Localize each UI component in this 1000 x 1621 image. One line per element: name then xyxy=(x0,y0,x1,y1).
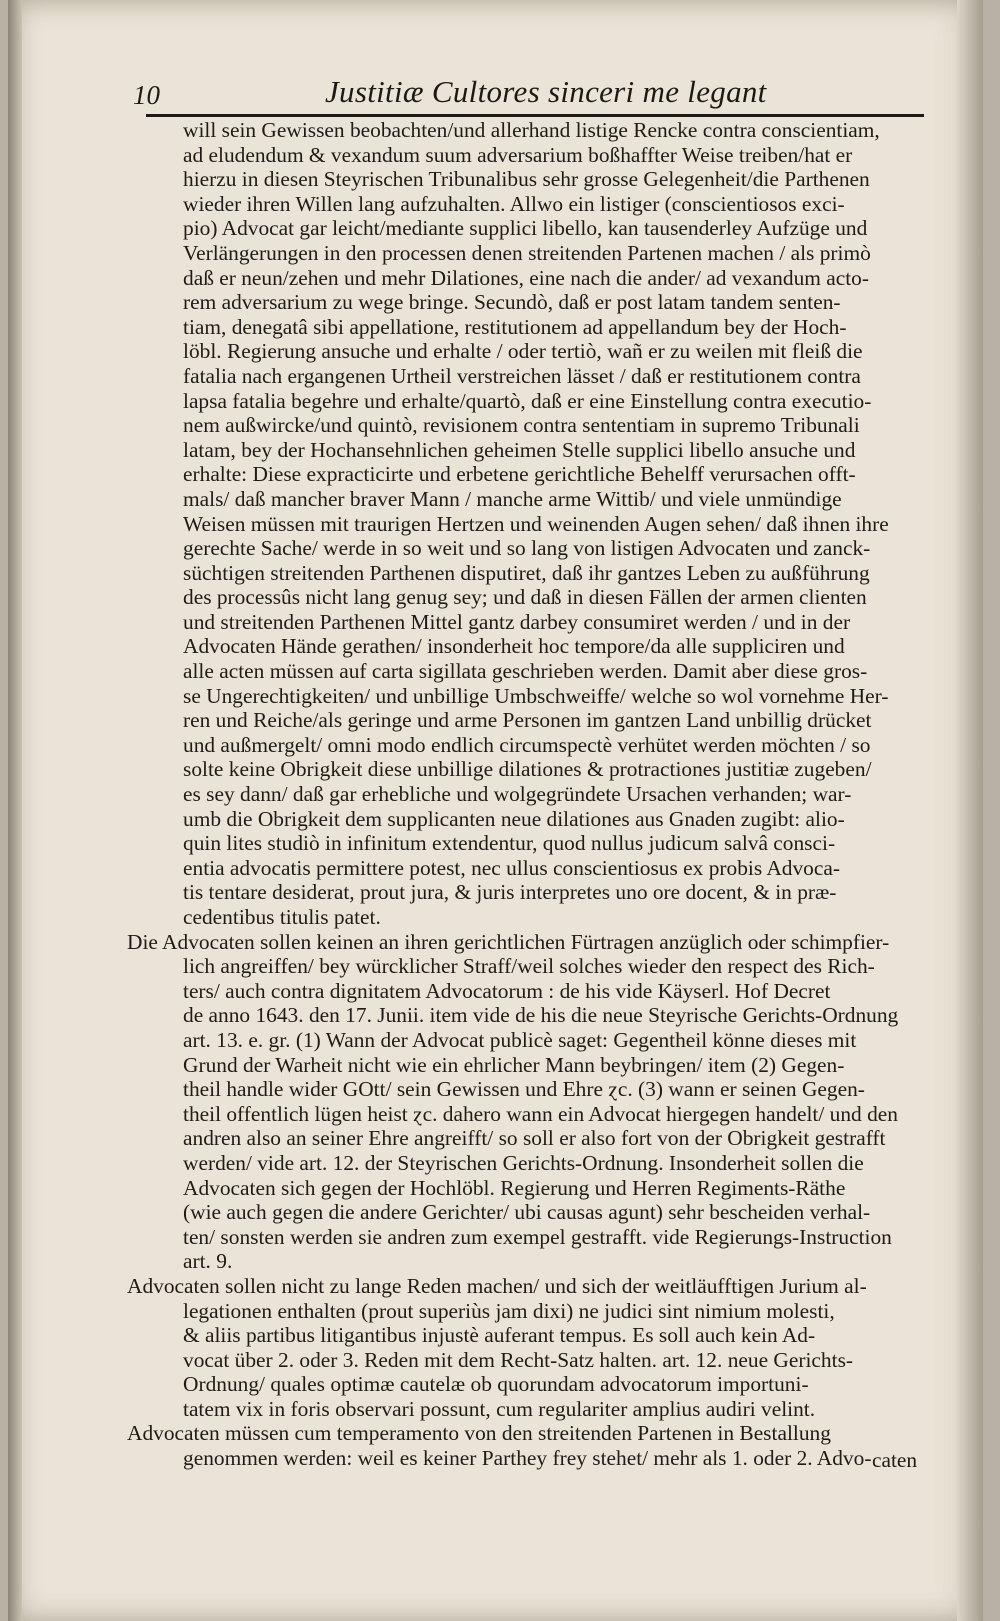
page-edge xyxy=(957,0,983,1621)
text-line: genommen werden: weil es keiner Parthey frey stehet/ mehr als 1. oder 2. Advo- xyxy=(183,1446,872,1471)
text-line: quin lites studiò in infinitum extendentur, quod nullus judicum salvâ consci- xyxy=(183,831,836,856)
header-rule xyxy=(146,114,924,117)
text-line: Die Advocaten sollen keinen an ihren gerichtlichen Fürtragen anzüglich oder schimpfier- xyxy=(127,929,890,954)
text-line: Advocaten müssen cum temperamento von den streitenden Partenen in Bestallung xyxy=(127,1421,831,1446)
text-line: rem adversarium zu wege bringe. Secundò, daß er post latam tandem senten- xyxy=(183,290,841,315)
text-line: werden/ vide art. 12. der Steyrischen Gerichts-Ordnung. Insonderheit sollen die xyxy=(183,1150,864,1175)
text-line: löbl. Regierung ansuche und erhalte / oder tertiò, wañ er zu weilen mit fleiß die xyxy=(183,339,863,364)
text-line: entia advocatis permittere potest, nec ullus conscientiosus ex probis Advoca- xyxy=(183,855,840,880)
text-line: gerechte Sache/ werde in so weit und so lang von listigen Advocaten und zanck- xyxy=(183,536,871,561)
text-line: Weisen müssen mit traurigen Hertzen und weinenden Augen sehen/ daß ihnen ihre xyxy=(183,511,889,536)
text-line: se Ungerechtigkeiten/ und unbillige Umbschweiffe/ welche so wol vornehme Her- xyxy=(183,683,889,708)
text-line: pio) Advocat gar leicht/mediante supplici libello, kan tausenderley Aufzüge und xyxy=(183,216,868,241)
paragraph-engagement xyxy=(127,1421,927,1470)
text-line: des processûs nicht lang genug sey; und daß in diesen Fällen der armen clienten xyxy=(183,585,867,610)
paragraph-short-speeches xyxy=(127,1274,927,1422)
text-line: ters/ auch contra dignitatem Advocatorum : de his vide Käyserl. Hof Decret xyxy=(183,978,831,1003)
text-line: andren also an seiner Ehre angreifft/ so soll er also fort von der Obrigkeit gestrafft xyxy=(183,1126,886,1151)
text-line: will sein Gewissen beobachten/und allerhand listige Rencke contra conscientiam, xyxy=(183,118,880,142)
text-line: und streitenden Parthenen Mittel gantz darbey consumiret werden / und in der xyxy=(183,609,851,634)
text-line: art. 13. e. gr. (1) Wann der Advocat publicè saget: Gegentheil könne dieses mit xyxy=(183,1027,857,1052)
page-number: 10 xyxy=(133,80,160,110)
text-line: Advocaten Hände gerathen/ insonderheit hoc tempore/da alle suppliciren und xyxy=(183,634,845,659)
text-line: tiam, denegatâ sibi appellatione, restitutionem ad appellandum bey der Hoch- xyxy=(183,314,847,339)
text-line: erhalte: Diese expracticirte und erbetene gerichtliche Behelff verursachen offt- xyxy=(183,462,856,487)
text-line: art. 9. xyxy=(183,1249,233,1274)
text-line: Verlängerungen in den processen denen streitenden Partenen machen / als primò xyxy=(183,240,871,265)
text-line: es sey dann/ daß gar erhebliche und wolgegründete Ursachen verhanden; war- xyxy=(183,782,852,807)
text-line: de anno 1643. den 17. Junii. item vide de his die neue Steyrische Gerichts-Ordnung xyxy=(183,1003,899,1028)
text-line: daß er neun/zehen und mehr Dilationes, eine nach die ander/ ad vexandum acto- xyxy=(183,265,870,290)
text-line: theil handle wider GOtt/ sein Gewissen und Ehre ɀc. (3) wann er seinen Gegen- xyxy=(183,1077,865,1102)
binding-shadow xyxy=(8,0,22,1621)
text-line: mals/ daß mancher braver Mann / manche arme Wittib/ und viele unmündige xyxy=(183,486,842,511)
paragraph-no-insults xyxy=(127,930,927,1274)
text-line: fatalia nach ergangenen Urtheil verstreichen lässet / daß er restitutionem contra xyxy=(183,363,861,388)
text-line: Ordnung/ quales optimæ cautelæ ob quorundam advocatorum importuni- xyxy=(183,1372,809,1397)
text-line: lapsa fatalia begehre und erhalte/quartò, daß er eine Einstellung contra executio- xyxy=(183,388,872,413)
paragraph-dilationes xyxy=(127,118,927,930)
text-line: umb die Obrigkeit dem supplicanten neue dilationes aus Gnaden zugibt: alio- xyxy=(183,806,845,831)
text-line: und außmergelt/ omni modo endlich circumspectè verhütet werden möchten / so xyxy=(183,732,871,757)
text-line: ten/ sonsten werden sie andren zum exempel gestrafft. vide Regierungs-Instruction xyxy=(183,1224,892,1249)
text-line: alle acten müssen auf carta sigillata geschrieben werden. Damit aber diese gros- xyxy=(183,659,868,684)
text-line: Advocaten sich gegen der Hochlöbl. Regierung und Herren Regiments-Räthe xyxy=(183,1175,846,1200)
text-line: hierzu in diesen Steyrischen Tribunalibus sehr grosse Gelegenheit/die Parthenen xyxy=(183,167,870,192)
text-line: theil offentlich lügen heist ɀc. dahero wann ein Advocat hiergegen handelt/ und den xyxy=(183,1101,898,1126)
text-line: süchtigen streitenden Parthenen disputiret, daß ihr gantzes Leben zu außführung xyxy=(183,560,870,585)
text-line: nem außwircke/und quintò, revisionem contra sententiam in supremo Tribunali xyxy=(183,413,860,438)
running-title: Justitiæ Cultores sinceri me legant xyxy=(325,74,767,109)
text-line: cedentibus titulis patet. xyxy=(183,905,381,929)
body-text xyxy=(127,118,927,1471)
text-line: Advocaten sollen nicht zu lange Reden machen/ und sich der weitläufftigen Jurium al- xyxy=(127,1273,867,1298)
text-line: lich angreiffen/ bey würcklicher Straff/weil solches wieder den respect des Rich- xyxy=(183,954,875,979)
text-line: & aliis partibus litigantibus injustè auferant tempus. Es soll auch kein Ad- xyxy=(183,1323,816,1348)
text-line: legationen enthalten (prout superiùs jam dixi) ne judici sint nimium molesti, xyxy=(183,1298,835,1323)
text-line: latam, bey der Hochansehnlichen geheimen Stelle supplici libello ansuche und xyxy=(183,437,856,462)
text-line: solte keine Obrigkeit diese unbillige dilationes & protractiones justitiæ zugeben/ xyxy=(183,757,872,782)
text-line: tis tentare desiderat, prout jura, & juris interpretes uno ore docent, & in præ- xyxy=(183,880,837,905)
text-line: ren und Reiche/als geringe und arme Personen im gantzen Land unbillig drücket xyxy=(183,708,872,733)
text-line: tatem vix in foris observari possunt, cum regulariter amplius audiri velint. xyxy=(183,1396,816,1421)
text-line: Grund der Warheit nicht wie ein ehrlicher Mann beybringen/ item (2) Gegen- xyxy=(183,1052,845,1077)
text-line: vocat über 2. oder 3. Reden mit dem Recht-Satz halten. art. 12. neue Gerichts- xyxy=(183,1347,854,1372)
page-header xyxy=(125,74,925,114)
text-line: (wie auch gegen die andere Gerichter/ ubi causas agunt) sehr bescheiden verhal- xyxy=(183,1200,871,1225)
text-line: ad eludendum & vexandum suum adversarium boßhaffter Weise treiben/hat er xyxy=(183,142,853,167)
catchword: caten xyxy=(872,1448,918,1472)
text-line: wieder ihren Willen lang aufzuhalten. Allwo ein listiger (conscientiosos exci- xyxy=(183,191,845,216)
